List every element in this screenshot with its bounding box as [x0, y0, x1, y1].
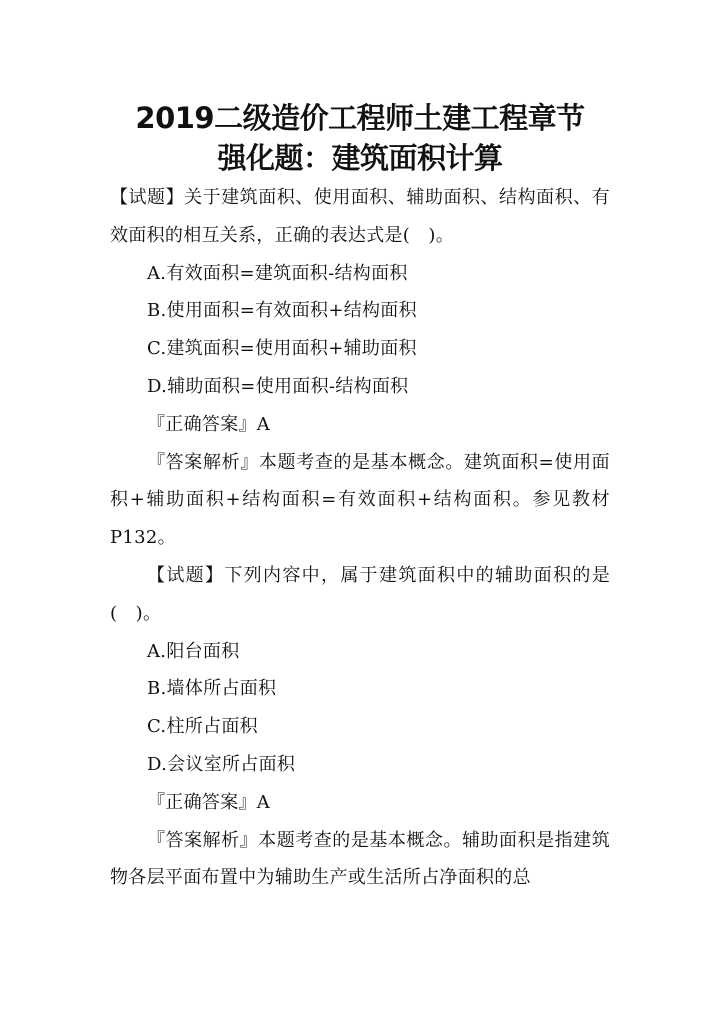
question-2-analysis: 『答案解析』本题考查的是基本概念。辅助面积是指建筑物各层平面布置中为辅助生产或生活所占净面积的总 [110, 829, 610, 889]
question-1-answer: 『正确答案』A [147, 413, 271, 435]
page-title [110, 98, 610, 178]
question-1-option-d: D.辅助面积=使用面积-结构面积 [147, 375, 409, 397]
question-1-analysis: 『答案解析』本题考查的是基本概念。建筑面积=使用面积+辅助面积+结构面积=有效面积+结构面积。参见教材P132。 [110, 451, 610, 549]
question-2-stem: 【试题】下列内容中，属于建筑面积中的辅助面积的是( )。 [110, 564, 610, 624]
question-1-option-b: B.使用面积=有效面积+结构面积 [147, 300, 417, 322]
title-line-2: 强化题：建筑面积计算 [217, 141, 503, 175]
question-1-option-c: C.建筑面积=使用面积+辅助面积 [147, 338, 417, 360]
question-1-option-a: A.有效面积=建筑面积-结构面积 [147, 262, 408, 284]
question-2-option-d: D.会议室所占面积 [147, 753, 296, 775]
question-1-stem: 【试题】关于建筑面积、使用面积、辅助面积、结构面积、有效面积的相互关系，正确的表达式是( )。 [110, 187, 610, 246]
title-line-1: 2019二级造价工程师土建工程章节 [135, 101, 585, 135]
question-2-option-a: A.阳台面积 [147, 640, 240, 662]
question-2-answer: 『正确答案』A [147, 791, 271, 813]
question-2-option-c: C.柱所占面积 [147, 716, 258, 738]
document-page [110, 98, 610, 897]
question-2-option-b: B.墙体所占面积 [147, 678, 277, 700]
